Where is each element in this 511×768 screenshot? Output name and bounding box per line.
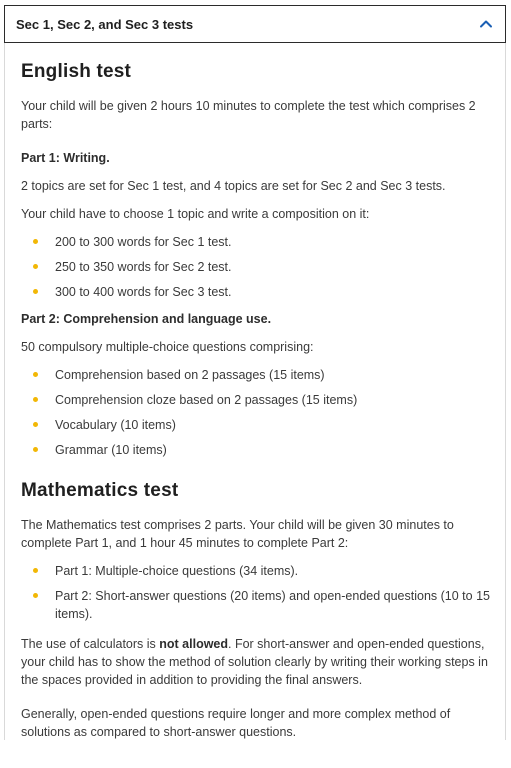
math-intro: The Mathematics test comprises 2 parts. Your child will be given 30 minutes to complete Part 1, and 1 hour 45 minutes to complete Part 2: xyxy=(21,518,454,550)
list-item: 200 to 300 words for Sec 1 test. xyxy=(21,233,491,251)
word-limits-list xyxy=(21,233,491,301)
part2-heading: Part 2: Comprehension and language use. xyxy=(21,312,272,326)
list-item: Vocabulary (10 items) xyxy=(21,416,491,434)
accordion-title: Sec 1, Sec 2, and Sec 3 tests xyxy=(16,16,194,32)
math-parts-list xyxy=(21,562,491,623)
chevron-up-icon[interactable] xyxy=(479,17,493,31)
calculator-note: The use of calculators is not allowed. For short-answer and open-ended questions, your child has to show the method of solution clearly by writing their working steps in the spaces provided in addition to providing the final answers. xyxy=(21,637,488,687)
closing-note: Generally, open-ended questions require longer and more complex method of solutions as compared to short-answer questions. xyxy=(21,707,451,739)
english-test-heading: English test xyxy=(21,61,132,82)
list-item: Comprehension cloze based on 2 passages (15 items) xyxy=(21,391,491,409)
english-intro: Your child will be given 2 hours 10 minutes to complete the test which comprises 2 parts: xyxy=(21,99,476,131)
list-item: Comprehension based on 2 passages (15 items) xyxy=(21,366,491,384)
list-item: Part 1: Multiple-choice questions (34 items). xyxy=(21,562,491,580)
mathematics-test-heading: Mathematics test xyxy=(21,480,179,501)
accordion-panel xyxy=(4,43,506,740)
part1-heading: Part 1: Writing. xyxy=(21,151,110,165)
accordion-header[interactable] xyxy=(4,5,506,43)
part2-intro: 50 compulsory multiple-choice questions comprising: xyxy=(21,340,314,354)
list-item: Part 2: Short-answer questions (20 items) and open-ended questions (10 to 15 items). xyxy=(21,587,491,623)
list-item: 300 to 400 words for Sec 3 test. xyxy=(21,283,491,301)
part1-topics: 2 topics are set for Sec 1 test, and 4 topics are set for Sec 2 and Sec 3 tests. xyxy=(21,179,446,193)
part1-choose: Your child have to choose 1 topic and write a composition on it: xyxy=(21,207,370,221)
list-item: 250 to 350 words for Sec 2 test. xyxy=(21,258,491,276)
list-item: Grammar (10 items) xyxy=(21,441,491,459)
part2-items-list xyxy=(21,366,491,459)
